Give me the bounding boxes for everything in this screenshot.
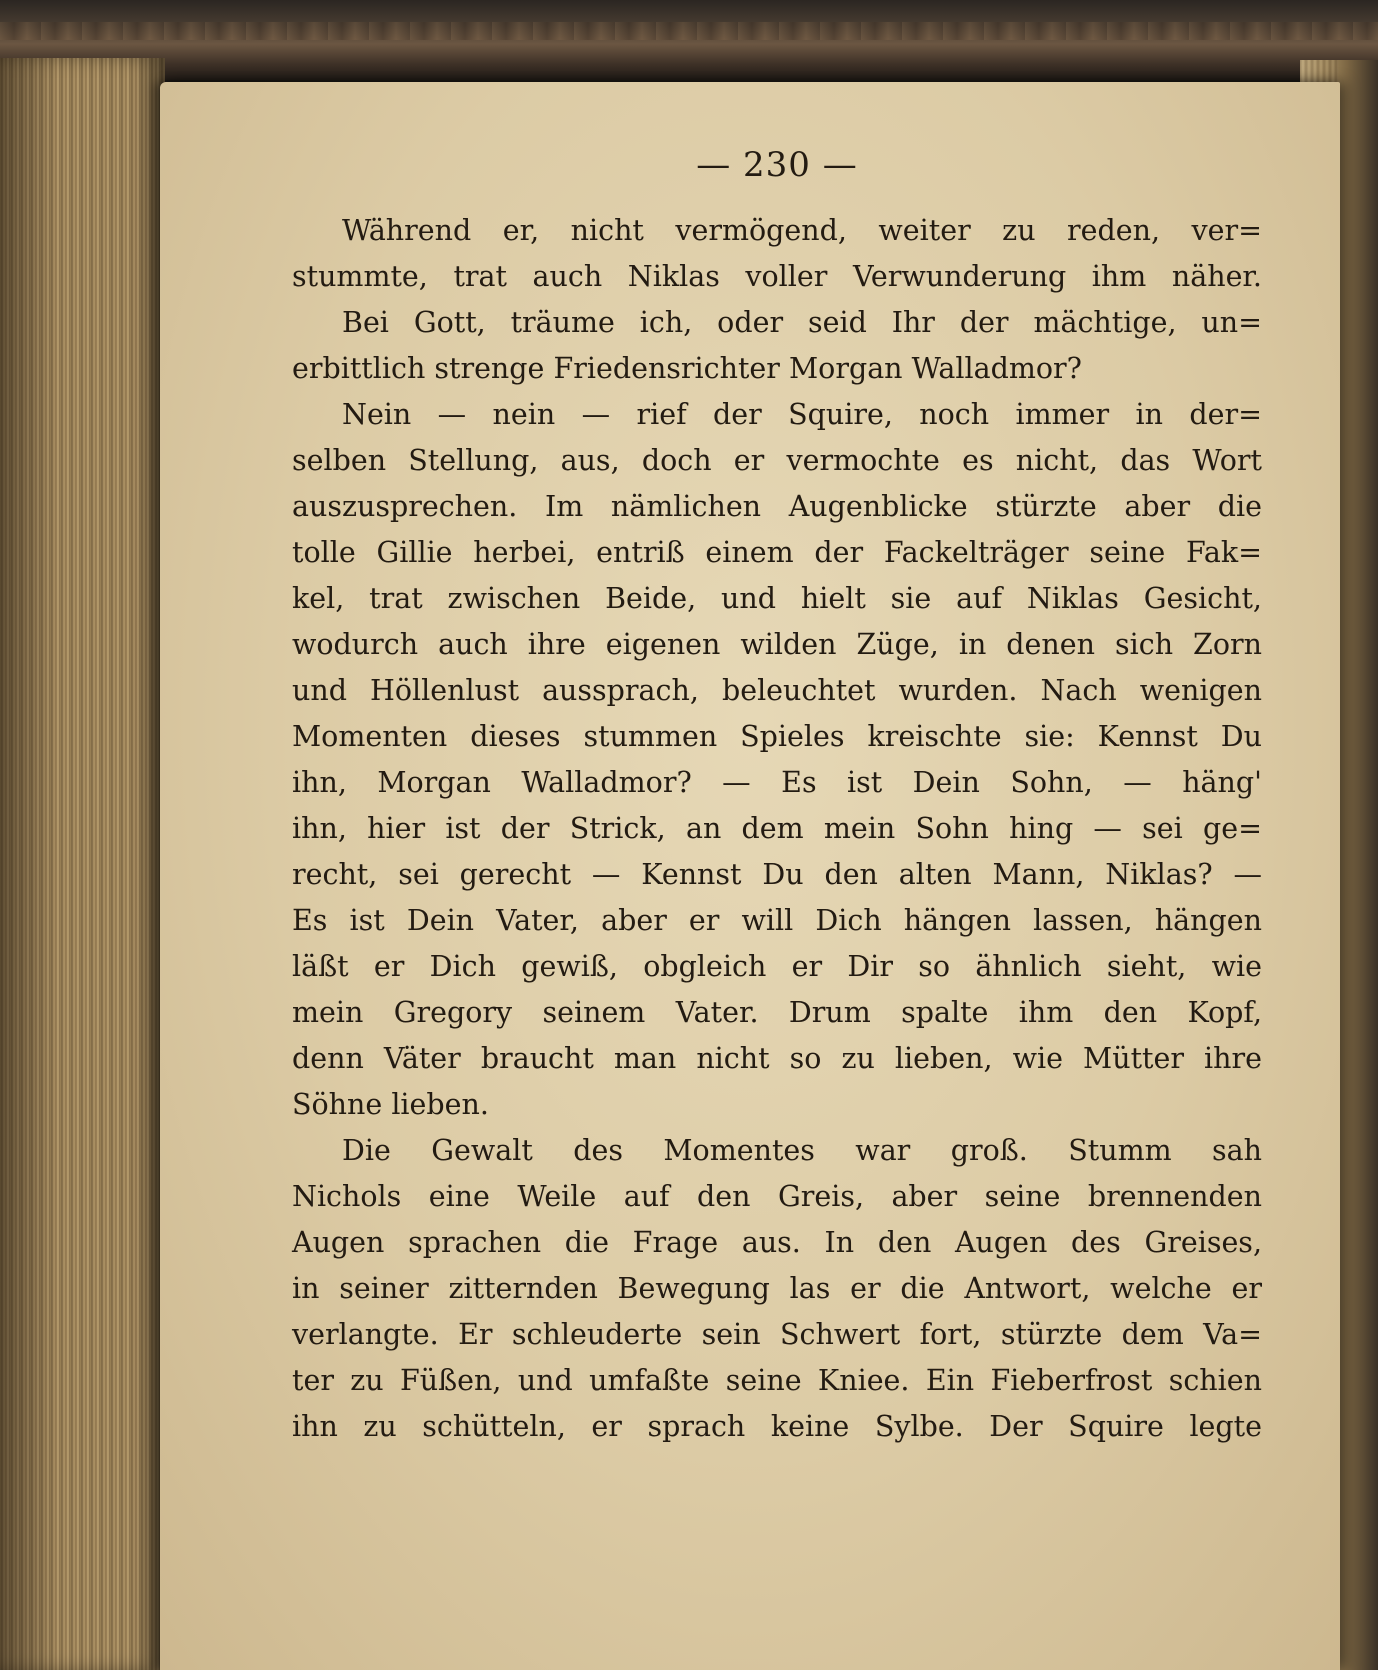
text-line: ihn, hier ist der Strick, an dem mein Sohn hing — sei ge= — [292, 812, 1262, 845]
text-line: läßt er Dich gewiß, obgleich er Dir so ähnlich sieht, wie — [292, 950, 1262, 983]
text-line: Nichols eine Weile auf den Greis, aber seine brennenden — [292, 1180, 1262, 1213]
text-line: denn Väter braucht man nicht so zu lieben, wie Mütter ihre — [292, 1042, 1262, 1075]
text-line: Momenten dieses stummen Spieles kreischte sie: Kennst Du — [292, 720, 1262, 753]
text-line: ter zu Füßen, und umfaßte seine Kniee. Ein Fieberfrost schien — [292, 1364, 1262, 1397]
body-text — [292, 208, 1262, 1450]
text-line: in seiner zitternden Bewegung las er die Antwort, welche er — [292, 1272, 1262, 1305]
text-line: Es ist Dein Vater, aber er will Dich hängen lassen, hängen — [292, 904, 1262, 937]
book-binding-top — [0, 0, 1378, 80]
text-line: erbittlich strenge Friedensrichter Morgan Walladmor? — [292, 352, 1082, 385]
text-line: Nein — nein — rief der Squire, noch immer in der= — [342, 398, 1262, 431]
text-line: Bei Gott, träume ich, oder seid Ihr der mächtige, un= — [342, 306, 1262, 339]
text-line: und Höllenlust aussprach, beleuchtet wurden. Nach wenigen — [292, 674, 1262, 707]
text-line: ihn zu schütteln, er sprach keine Sylbe. Der Squire legte — [292, 1410, 1262, 1443]
text-line: verlangte. Er schleuderte sein Schwert fort, stürzte dem Va= — [292, 1318, 1262, 1351]
text-line: selben Stellung, aus, doch er vermochte es nicht, das Wort — [292, 444, 1262, 477]
text-line: Söhne lieben. — [292, 1088, 489, 1121]
text-line: Augen sprachen die Frage aus. In den Augen des Greises, — [292, 1226, 1262, 1259]
text-line: recht, sei gerecht — Kennst Du den alten Mann, Niklas? — — [292, 858, 1262, 891]
text-line: tolle Gillie herbei, entriß einem der Fackelträger seine Fak= — [292, 536, 1262, 569]
text-line: auszusprechen. Im nämlichen Augenblicke stürzte aber die — [292, 490, 1262, 523]
page-number: — 230 — — [696, 145, 858, 185]
text-line: stummte, trat auch Niklas voller Verwunderung ihm näher. — [292, 260, 1262, 293]
text-line: Die Gewalt des Momentes war groß. Stumm sah — [342, 1134, 1262, 1167]
page-text-block — [292, 140, 1262, 1450]
text-line: mein Gregory seinem Vater. Drum spalte ihm den Kopf, — [292, 996, 1262, 1029]
text-line: kel, trat zwischen Beide, und hielt sie auf Niklas Gesicht, — [292, 582, 1262, 615]
text-line: wodurch auch ihre eigenen wilden Züge, in denen sich Zorn — [292, 628, 1262, 661]
text-line: ihn, Morgan Walladmor? — Es ist Dein Sohn, — häng' — [292, 766, 1262, 799]
text-line: Während er, nicht vermögend, weiter zu reden, ver= — [342, 214, 1262, 247]
page-edges-left — [0, 58, 165, 1670]
